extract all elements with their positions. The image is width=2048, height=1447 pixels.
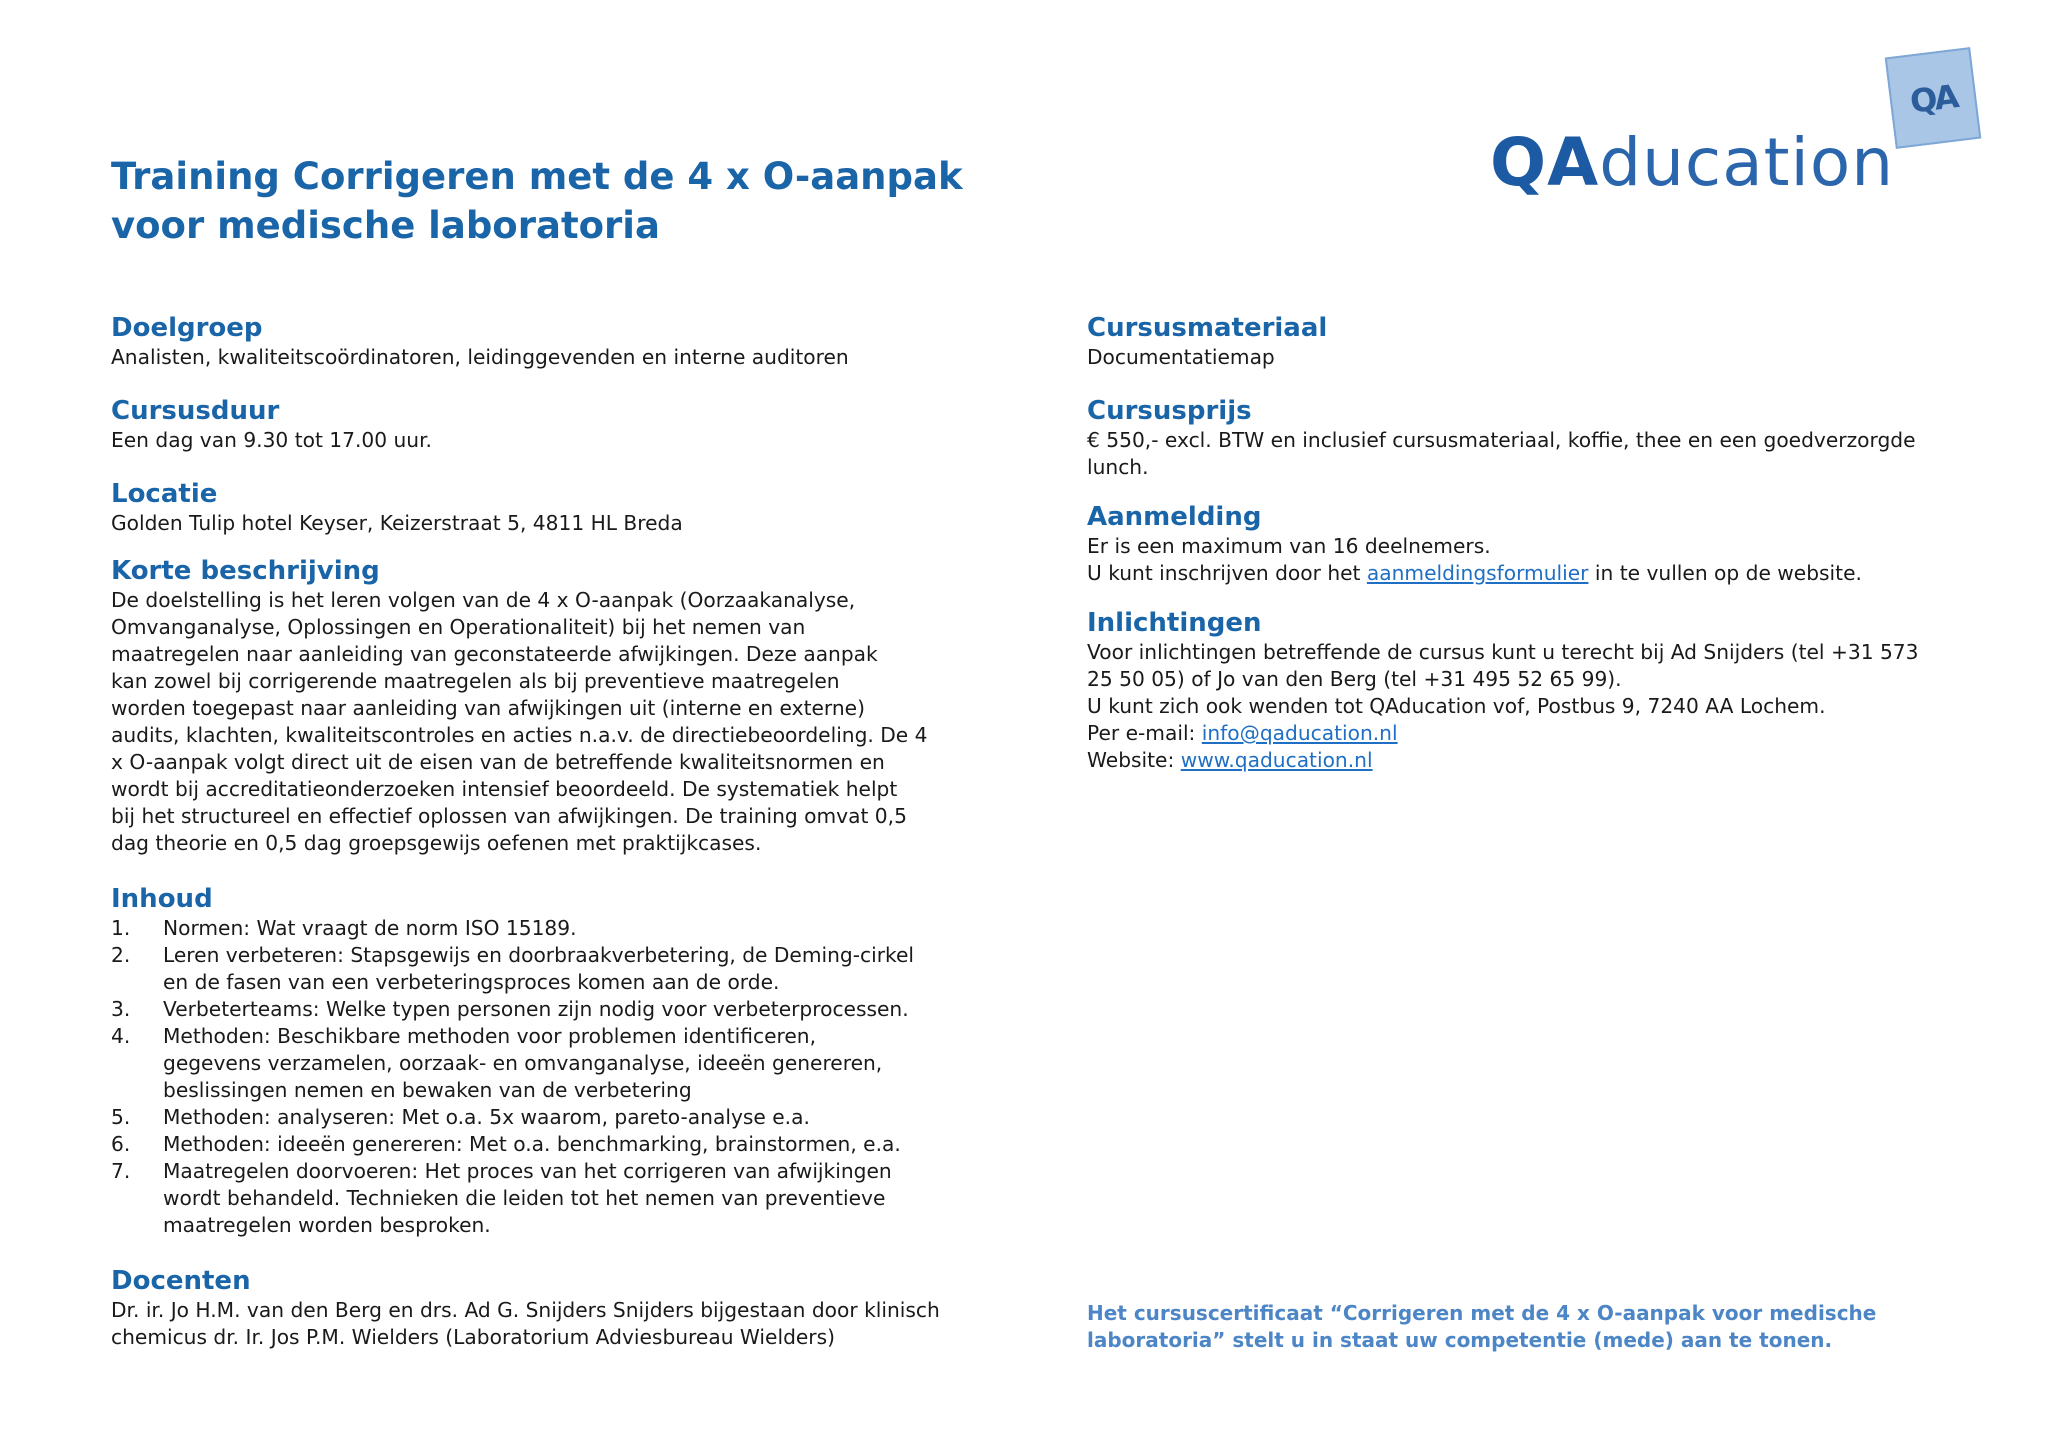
- logo-wordmark: [1490, 124, 1894, 201]
- section-locatie: [111, 478, 991, 537]
- beschrijving-line: bij het structureel en effectief oplossen van afwijkingen. De training omvat 0,5: [111, 804, 907, 828]
- website-line: [1087, 747, 1967, 774]
- email-label: Per e-mail:: [1087, 721, 1202, 745]
- docenten-line: Dr. ir. Jo H.M. van den Berg en drs. Ad G. Snijders Snijders bijgestaan door klinisch: [111, 1298, 940, 1322]
- heading-cursusduur: Cursusduur: [111, 396, 280, 426]
- heading-korte-beschrijving: Korte beschrijving: [111, 556, 380, 586]
- text-cursusduur: Een dag van 9.30 tot 17.00 uur.: [111, 428, 432, 452]
- email-line: [1087, 720, 1967, 747]
- section-aanmelding: [1087, 501, 1967, 587]
- aanmelding-line-1: Er is een maximum van 16 deelnemers.: [1087, 534, 1491, 558]
- qaducation-logo: [1490, 52, 1990, 212]
- list-item-text: Verbeterteams: Welke typen personen zijn nodig voor verbeterprocessen.: [163, 997, 909, 1021]
- inhoud-list: [111, 915, 991, 1239]
- list-item-number: 7.: [111, 1159, 131, 1183]
- certificate-line-2: laboratoria” stelt u in staat uw competentie (mede) aan te tonen.: [1087, 1328, 1833, 1352]
- inlichtingen-line: U kunt zich ook wenden tot QAducation vof, Postbus 9, 7240 AA Lochem.: [1087, 694, 1826, 718]
- beschrijving-line: worden toegepast naar aanleiding van afwijkingen uit (interne en externe): [111, 696, 865, 720]
- beschrijving-line: De doelstelling is het leren volgen van de 4 x O-aanpak (Oorzaakanalyse,: [111, 588, 856, 612]
- qa-logo-icon: [1885, 47, 1982, 149]
- cursusprijs-line: € 550,- excl. BTW en inclusief cursusmateriaal, koffie, thee en een goedverzorgde: [1087, 428, 1916, 452]
- email-link[interactable]: info@qaducation.nl: [1201, 721, 1398, 745]
- list-item: [111, 1023, 991, 1104]
- text-inlichtingen: [1087, 639, 1967, 774]
- logo-word-rest: ducation: [1599, 124, 1895, 201]
- logo-mark-text: QA: [1907, 77, 1959, 121]
- heading-cursusmateriaal: Cursusmateriaal: [1087, 313, 1328, 343]
- aanmeldingsformulier-link[interactable]: aanmeldingsformulier: [1366, 561, 1589, 585]
- heading-docenten: Docenten: [111, 1266, 251, 1296]
- heading-aanmelding: Aanmelding: [1087, 502, 1262, 532]
- list-item-text: wordt behandeld. Technieken die leiden tot het nemen van preventieve: [163, 1186, 886, 1210]
- section-inlichtingen: [1087, 607, 1967, 774]
- text-korte-beschrijving: [111, 587, 991, 857]
- list-item: [111, 915, 991, 942]
- section-cursusmateriaal: [1087, 312, 1967, 371]
- list-item-text: maatregelen worden besproken.: [163, 1213, 491, 1237]
- aanmelding-text-before: U kunt inschrijven door het: [1087, 561, 1367, 585]
- list-item-number: 2.: [111, 943, 131, 967]
- heading-inlichtingen: Inlichtingen: [1087, 608, 1262, 638]
- section-docenten: [111, 1265, 991, 1351]
- text-aanmelding: [1087, 533, 1967, 587]
- logo-word-qa: QA: [1490, 124, 1600, 201]
- list-item-text: Maatregelen doorvoeren: Het proces van het corrigeren van afwijkingen: [163, 1159, 892, 1183]
- certificate-note: [1087, 1300, 1967, 1354]
- list-item: [111, 942, 991, 996]
- inlichtingen-line: 25 50 05) of Jo van den Berg (tel +31 495 52 65 99).: [1087, 667, 1622, 691]
- list-item-number: 3.: [111, 997, 131, 1021]
- beschrijving-line: x O-aanpak volgt direct uit de eisen van de betreffende kwaliteitsnormen en: [111, 750, 885, 774]
- aanmelding-text-after: in te vullen op de website.: [1588, 561, 1862, 585]
- heading-cursusprijs: Cursusprijs: [1087, 396, 1252, 426]
- list-item-text: en de fasen van een verbeteringsproces komen aan de orde.: [163, 970, 780, 994]
- list-item-text: Methoden: Beschikbare methoden voor problemen identificeren,: [163, 1024, 817, 1048]
- title-line-2: voor medische laboratoria: [111, 204, 660, 247]
- list-item-text: Leren verbeteren: Stapsgewijs en doorbraakverbetering, de Deming-cirkel: [163, 943, 915, 967]
- inlichtingen-line: Voor inlichtingen betreffende de cursus kunt u terecht bij Ad Snijders (tel +31 573: [1087, 640, 1919, 664]
- docenten-line: chemicus dr. Ir. Jos P.M. Wielders (Laboratorium Adviesbureau Wielders): [111, 1325, 835, 1349]
- beschrijving-line: audits, klachten, kwaliteitscontroles en acties n.a.v. de directiebeoordeling. De 4: [111, 723, 928, 747]
- heading-doelgroep: Doelgroep: [111, 313, 263, 343]
- left-column: [111, 312, 991, 1351]
- website-label: Website:: [1087, 748, 1181, 772]
- section-korte-beschrijving: [111, 555, 991, 857]
- section-inhoud: [111, 883, 991, 1239]
- list-item-text: Methoden: ideeën genereren: Met o.a. benchmarking, brainstormen, e.a.: [163, 1132, 901, 1156]
- heading-inhoud: Inhoud: [111, 884, 213, 914]
- list-item-text: Normen: Wat vraagt de norm ISO 15189.: [163, 916, 577, 940]
- list-item-number: 1.: [111, 916, 131, 940]
- beschrijving-line: dag theorie en 0,5 dag groepsgewijs oefenen met praktijkcases.: [111, 831, 762, 855]
- page-title: [111, 152, 1011, 250]
- text-cursusprijs: [1087, 427, 1967, 481]
- text-docenten: [111, 1297, 991, 1351]
- list-item: [111, 996, 991, 1023]
- heading-locatie: Locatie: [111, 479, 218, 509]
- list-item-text: beslissingen nemen en bewaken van de verbetering: [163, 1078, 692, 1102]
- aanmelding-line-2: [1087, 560, 1967, 587]
- list-item-number: 4.: [111, 1024, 131, 1048]
- list-item-text: gegevens verzamelen, oorzaak- en omvanganalyse, ideeën genereren,: [163, 1051, 883, 1075]
- beschrijving-line: Omvanganalyse, Oplossingen en Operationaliteit) bij het nemen van: [111, 615, 806, 639]
- list-item: [111, 1158, 991, 1239]
- certificate-line-1: Het cursuscertificaat “Corrigeren met de 4 x O-aanpak voor medische: [1087, 1301, 1877, 1325]
- cursusprijs-line: lunch.: [1087, 455, 1149, 479]
- list-item: [111, 1104, 991, 1131]
- section-doelgroep: [111, 312, 991, 371]
- text-doelgroep: Analisten, kwaliteitscoördinatoren, leidinggevenden en interne auditoren: [111, 345, 849, 369]
- list-item-number: 6.: [111, 1132, 131, 1156]
- section-cursusduur: [111, 395, 991, 454]
- website-link[interactable]: www.qaducation.nl: [1180, 748, 1373, 772]
- list-item-number: 5.: [111, 1105, 131, 1129]
- title-line-1: Training Corrigeren met de 4 x O-aanpak: [111, 155, 963, 198]
- beschrijving-line: maatregelen naar aanleiding van geconstateerde afwijkingen. Deze aanpak: [111, 642, 878, 666]
- list-item: [111, 1131, 991, 1158]
- text-locatie: Golden Tulip hotel Keyser, Keizerstraat 5, 4811 HL Breda: [111, 511, 683, 535]
- beschrijving-line: wordt bij accreditatieonderzoeken intensief beoordeeld. De systematiek helpt: [111, 777, 898, 801]
- list-item-text: Methoden: analyseren: Met o.a. 5x waarom, pareto-analyse e.a.: [163, 1105, 810, 1129]
- text-cursusmateriaal: Documentatiemap: [1087, 345, 1275, 369]
- right-column: [1087, 312, 1967, 774]
- section-cursusprijs: [1087, 395, 1967, 481]
- beschrijving-line: kan zowel bij corrigerende maatregelen als bij preventieve maatregelen: [111, 669, 840, 693]
